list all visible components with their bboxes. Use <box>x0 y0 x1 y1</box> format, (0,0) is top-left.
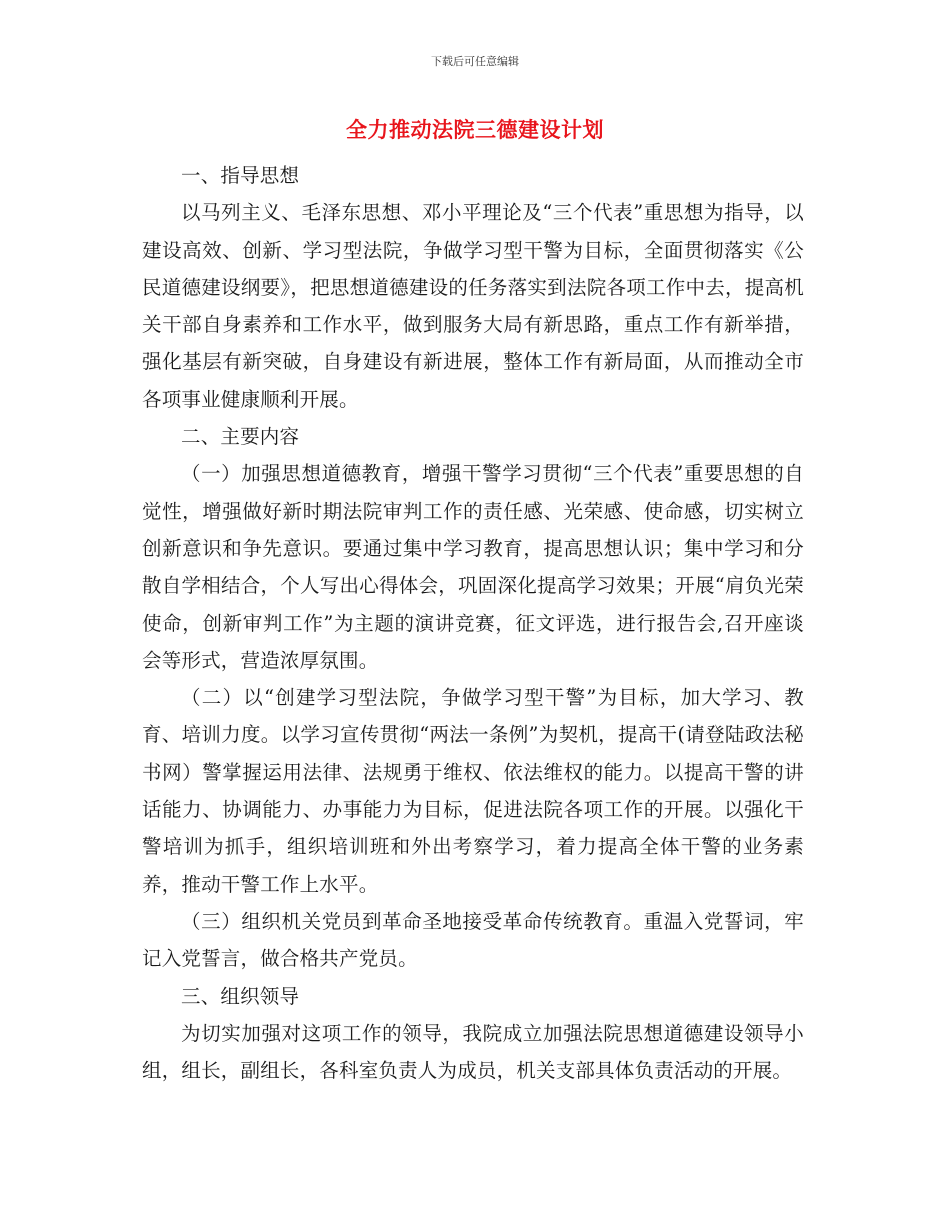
section-heading-main-content: 二、主要内容 <box>181 425 300 449</box>
document-title: 全力推动法院三德建设计划 <box>346 118 604 142</box>
document-body <box>142 157 804 1089</box>
page-header: 下载后可任意编辑 <box>431 55 519 68</box>
section-heading-organization: 三、组织领导 <box>181 984 300 1008</box>
paragraph-guiding-ideology: 以马列主义、毛泽东思想、邓小平理论及“三个代表”重思想为指导，以建设高效、创新、学习型法院，争做学习型干警为目标，全面贯彻落实《公民道德建设纲要》，把思想道德建设的任务落实到法院各项工作中去，提高机关干部自身素养和工作水平，做到服务大局有新思路，重点工作有新举措，强化基层有新突破，自身建设有新进展，整体工作有新局面，从而推动全市各项事业健康顺利开展。 <box>142 201 804 411</box>
paragraph-content-item-3: （三）组织机关党员到革命圣地接受革命传统教育。重温入党誓词，牢记入党誓言，做合格共产党员。 <box>142 909 804 971</box>
paragraph-content-item-1: （一）加强思想道德教育，增强干警学习贯彻“三个代表”重要思想的自觉性，增强做好新时期法院审判工作的责任感、光荣感、使命感，切实树立创新意识和争先意识。要通过集中学习教育，提高思想认识；集中学习和分散自学相结合，个人写出心得体会，巩固深化提高学习效果；开展“肩负光荣使命，创新审判工作”为主题的演讲竞赛，征文评选，进行报告会,召开座谈会等形式，营造浓厚氛围。 <box>142 462 804 672</box>
paragraph-organization: 为切实加强对这项工作的领导，我院成立加强法院思想道德建设领导小组，组长，副组长，各科室负责人为成员，机关支部具体负责活动的开展。 <box>142 1021 804 1083</box>
section-heading-guiding-ideology: 一、指导思想 <box>181 164 300 187</box>
paragraph-content-item-2: （二）以“创建学习型法院，争做学习型干警”为目标，加大学习、教育、培训力度。以学习宣传贯彻“两法一条例”为契机，提高干(请登陆政法秘书网）警掌握运用法律、法规勇于维权、依法维权的能力。以提高干警的讲话能力、协调能力、办事能力为目标，促进法院各项工作的开展。以强化干警培训为抓手，组织培训班和外出考察学习，着力提高全体干警的业务素养，推动干警工作上水平。 <box>142 686 804 896</box>
